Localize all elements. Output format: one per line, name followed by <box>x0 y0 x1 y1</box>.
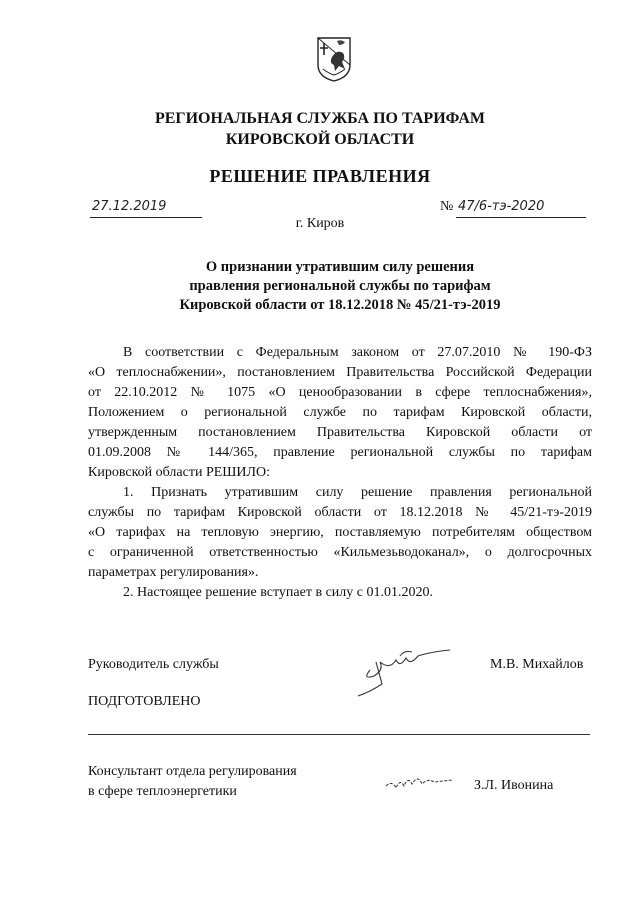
body-line: утвержденным постановлением Правительства Кировской области от <box>88 425 592 440</box>
consultant-title-line: Консультант отдела регулирования <box>88 764 297 779</box>
item1-line: службы по тарифам Кировской области от 18.12.2018 № 45/21-тэ-2019 <box>88 505 592 520</box>
consultant-signature <box>382 768 457 798</box>
subject-line: правления региональной службы по тарифам <box>189 278 491 294</box>
body-line: 01.09.2008 № 144/365, правление региональной службы по тарифам <box>88 445 592 460</box>
organization-name-line1: РЕГИОНАЛЬНАЯ СЛУЖБА ПО ТАРИФАМ <box>154 110 486 127</box>
decision-number: 47/6-тэ-2020 <box>458 199 545 214</box>
subject-line: Кировской области от 18.12.2018 № 45/21-тэ-2019 <box>179 297 501 313</box>
subject-line: О признании утратившим силу решения <box>205 259 475 275</box>
prepared-label: ПОДГОТОВЛЕНО <box>88 694 201 709</box>
item1-line: 1. Признать утратившим силу решение правления региональной <box>123 485 592 500</box>
consultant-title <box>88 762 297 802</box>
city-name: г. Киров <box>295 216 345 231</box>
body-line: Кировской области РЕШИЛО: <box>88 465 271 480</box>
organization-name-line2: КИРОВСКОЙ ОБЛАСТИ <box>225 131 415 148</box>
body-line: от 22.10.2012 № 1075 «О ценообразовании в сфере теплоснабжения», <box>88 385 592 400</box>
consultant-title-line: в сфере теплоэнергетики <box>88 784 237 799</box>
item1-line: с ограниченной ответственностью «Кильмезьводоканал», о долгосрочных <box>88 545 592 560</box>
decision-date: 27.12.2019 <box>92 199 167 214</box>
item1-line: «О тарифах на тепловую энергию, поставляемую потребителям обществом <box>88 525 592 540</box>
decision-body <box>88 343 592 603</box>
head-signature <box>340 640 460 700</box>
head-title: Руководитель службы <box>88 657 219 672</box>
number-sign: № <box>440 199 454 214</box>
coat-of-arms-emblem <box>315 35 353 83</box>
body-line: «О теплоснабжении», постановлением Правительства Российской Федерации <box>88 365 592 380</box>
body-line: В соответствии с Федеральным законом от 27.07.2010 № 190-ФЗ <box>123 345 592 360</box>
consultant-name: З.Л. Ивонина <box>474 778 554 793</box>
item2-line: 2. Настоящее решение вступает в силу с 01.01.2020. <box>123 585 433 600</box>
body-line: Положением о региональной службе по тарифам Кировской области, <box>88 405 592 420</box>
head-name: М.В. Михайлов <box>490 657 584 672</box>
item1-line: параметрах регулирования». <box>88 565 259 580</box>
decision-subject <box>90 258 590 315</box>
document-type-title: РЕШЕНИЕ ПРАВЛЕНИЯ <box>209 166 431 186</box>
divider-line <box>88 734 590 735</box>
